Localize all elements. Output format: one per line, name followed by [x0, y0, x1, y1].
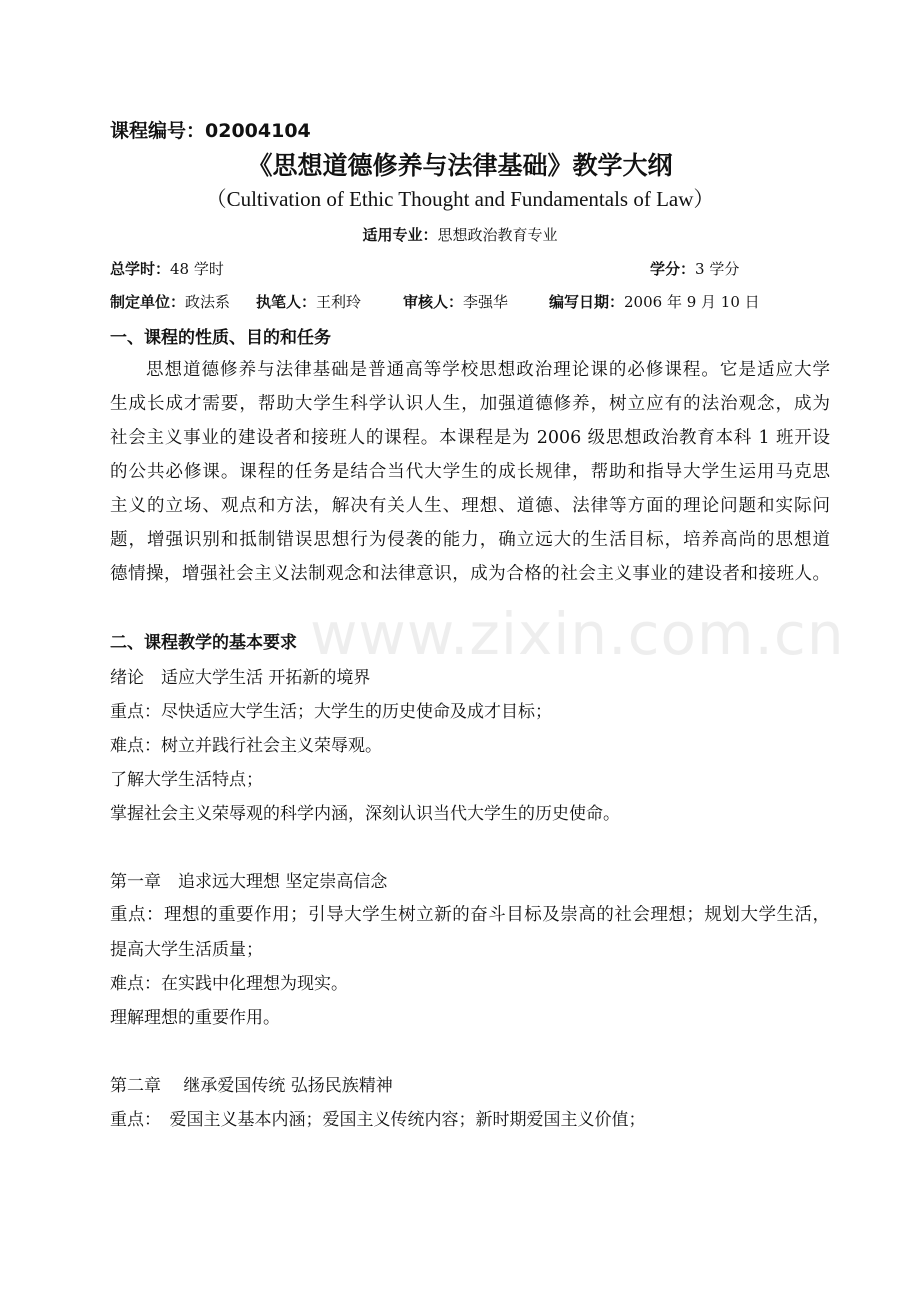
major-label: 适用专业： [362, 226, 438, 244]
unit [110, 291, 230, 312]
paragraph-line: 主义的立场、观点和方法，解决有关人生、理想、道德、法律等方面的理论问题和实际问 [110, 496, 830, 516]
hours-value: 48 学时 [170, 260, 224, 278]
paragraph-line: 德情操，增强社会主义法制观念和法律意识，成为合格的社会主义事业的建设者和接班人。 [110, 564, 830, 584]
chapter2-key-points: 重点： 爱国主义基本内涵；爱国主义传统内容；新时期爱国主义价值； [110, 1110, 646, 1130]
section1-heading: 一、课程的性质、目的和任务 [110, 328, 331, 348]
intro-difficulty: 难点：树立并践行社会主义荣辱观。 [110, 736, 382, 756]
unit-value: 政法系 [185, 293, 231, 311]
date [549, 291, 760, 312]
watermark: www.zixin.com.cn [310, 600, 845, 668]
chapter1-title: 第一章 追求远大理想 坚定崇高信念 [110, 872, 388, 892]
intro-title: 绪论 适应大学生活 开拓新的境界 [110, 668, 371, 688]
paragraph-line: 社会主义事业的建设者和接班人的课程。本课程是为 2006 级思想政治教育本科 1 班开设 [110, 428, 830, 448]
unit-label: 制定单位： [110, 293, 186, 311]
author [256, 291, 361, 312]
author-value: 王利玲 [316, 293, 362, 311]
chapter1-key-points: 重点：理想的重要作用；引导大学生树立新的奋斗目标及崇高的社会理想；规划大学生活， [110, 905, 830, 925]
reviewer-label: 审核人： [403, 293, 464, 311]
credit-label: 学分： [650, 260, 696, 278]
total-hours [110, 258, 224, 279]
author-label: 执笔人： [256, 293, 317, 311]
paragraph-line: 思想道德修养与法律基础是普通高等学校思想政治理论课的必修课程。它是适应大学 [146, 360, 830, 380]
chapter1-key-points: 提高大学生活质量； [110, 940, 263, 960]
credits [650, 258, 739, 279]
paragraph-line: 题，增强识别和抵制错误思想行为侵袭的能力，确立远大的生活目标，培养高尚的思想道 [110, 530, 830, 550]
course-code [110, 116, 311, 143]
date-value: 2006 年 9 月 10 日 [624, 293, 760, 311]
paragraph-line: 的公共必修课。课程的任务是结合当代大学生的成长规律，帮助和指导大学生运用马克思 [110, 462, 830, 482]
intro-requirement: 掌握社会主义荣辱观的科学内涵，深刻认识当代大学生的历史使命。 [110, 804, 620, 824]
date-label: 编写日期： [549, 293, 625, 311]
chapter1-difficulty: 难点：在实践中化理想为现实。 [110, 974, 348, 994]
major-value: 思想政治教育专业 [437, 226, 558, 244]
reviewer-value: 李强华 [463, 293, 509, 311]
course-code-value: 02004104 [205, 120, 311, 142]
reviewer [403, 291, 508, 312]
chapter1-requirement: 理解理想的重要作用。 [110, 1008, 280, 1028]
document-subtitle: （Cultivation of Ethic Thought and Fundamentals of Law） [205, 187, 715, 211]
applicable-major [0, 224, 920, 245]
section2-heading: 二、课程教学的基本要求 [110, 633, 297, 653]
course-code-label: 课程编号： [110, 120, 206, 142]
intro-requirement: 了解大学生活特点； [110, 770, 263, 790]
paragraph-line: 生成长成才需要，帮助大学生科学认识人生，加强道德修养，树立应有的法治观念，成为 [110, 394, 830, 414]
intro-key-points: 重点：尽快适应大学生活；大学生的历史使命及成才目标； [110, 702, 552, 722]
document-title: 《思想道德修养与法律基础》教学大纲 [247, 151, 673, 180]
chapter2-title: 第二章 继承爱国传统 弘扬民族精神 [110, 1076, 393, 1096]
credit-value: 3 学分 [695, 260, 740, 278]
hours-label: 总学时： [110, 260, 171, 278]
